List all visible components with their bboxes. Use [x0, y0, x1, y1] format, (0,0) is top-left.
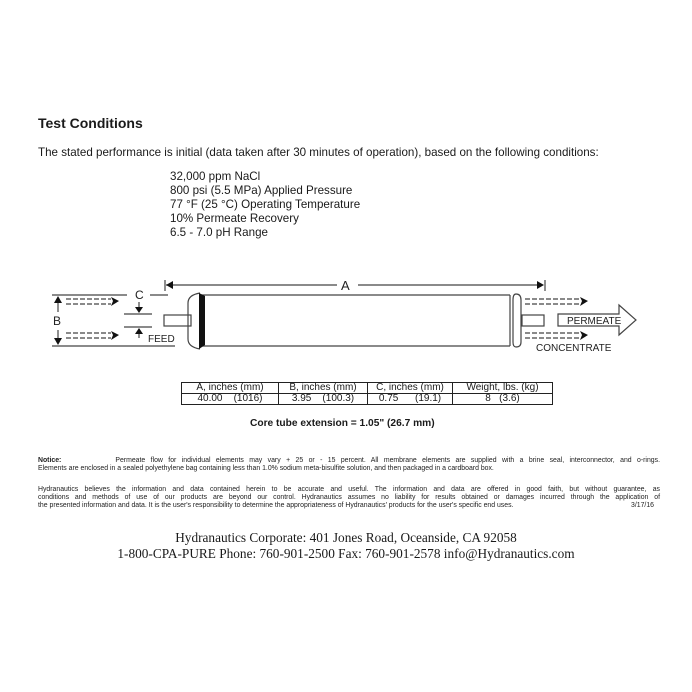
disclaimer-line-3-wrap	[38, 502, 660, 510]
condition-ph: 6.5 - 7.0 pH Range	[170, 226, 268, 239]
dimension-c-arrowhead-up-icon	[135, 328, 143, 334]
dimensions-table	[181, 382, 553, 405]
label-b: B	[53, 314, 62, 328]
disclaimer-line-2: conditions and methods of use of our products are beyond our control. Hydranautics assumes no liability for results obtained or damages incurred through the application of	[38, 494, 660, 502]
condition-pressure: 800 psi (5.5 MPa) Applied Pressure	[170, 184, 353, 197]
label-permeate: PERMEATE	[567, 316, 622, 327]
notice-line-1: Permeate flow for individual elements may vary + 25 or - 15 percent. All membrane elements are supplied with a brine seal, interconnector, and o-rings.	[115, 457, 660, 464]
label-concentrate: CONCENTRATE	[536, 343, 612, 354]
table-header-a: A, inches (mm)	[182, 383, 279, 394]
feed-core-tube	[164, 315, 191, 326]
table-cell-c: 0.75 (19.1)	[368, 394, 453, 405]
table-header-b: B, inches (mm)	[279, 383, 368, 394]
table-header-row	[182, 383, 553, 394]
dimension-b-arrowhead-up-icon	[54, 296, 62, 303]
footer-contact: 1-800-CPA-PURE Phone: 760-901-2500 Fax: 760-901-2578 info@Hydranautics.com	[117, 546, 575, 561]
feed-arrowhead-icon	[111, 331, 119, 340]
table-header-weight: Weight, lbs. (kg)	[453, 383, 553, 394]
label-a: A	[341, 278, 350, 293]
core-tube-extension: Core tube extension = 1.05" (26.7 mm)	[250, 418, 435, 429]
disclaimer-line-3: the presented information and data. It is the user's responsibility to determine the appropriateness of Hydranautics' products for the user's specific end uses.	[38, 502, 514, 510]
label-c: C	[135, 288, 144, 302]
label-feed: FEED	[148, 334, 175, 345]
dimension-b-arrowhead-down-icon	[54, 338, 62, 345]
element-right-endcap	[513, 294, 521, 347]
condition-temperature: 77 °F (25 °C) Operating Temperature	[170, 198, 361, 211]
concentrate-arrowhead-icon	[580, 297, 588, 306]
condition-recovery: 10% Permeate Recovery	[170, 212, 299, 225]
concentrate-arrowhead-icon	[580, 331, 588, 340]
element-left-endcap	[188, 293, 200, 349]
dimension-c-arrowhead-down-icon	[135, 307, 143, 313]
section-title: Test Conditions	[38, 115, 143, 131]
document-date: 3/17/16	[631, 502, 654, 510]
table-header-c: C, inches (mm)	[368, 383, 453, 394]
disclaimer-block	[38, 486, 660, 511]
table-cell-b: 3.95 (100.3)	[279, 394, 368, 405]
footer-address: Hydranautics Corporate: 401 Jones Road, Oceanside, CA 92058	[175, 530, 517, 545]
dimension-a-arrow-left-icon	[166, 281, 173, 289]
intro-text: The stated performance is initial (data taken after 30 minutes of operation), based on the following conditions:	[38, 146, 599, 159]
table-row	[182, 394, 553, 405]
brine-seal	[199, 293, 205, 349]
notice-line-2: Elements are enclosed in a sealed polyethylene bag containing less than 1.0% sodium meta-bisulfite solution, and then packaged in a cardboard box.	[38, 465, 494, 473]
feed-arrowhead-icon	[111, 297, 119, 306]
condition-salinity: 32,000 ppm NaCl	[170, 170, 261, 183]
notice-block	[38, 457, 660, 473]
table-cell-a: 40.00 (1016)	[182, 394, 279, 405]
permeate-core-tube	[522, 315, 544, 326]
disclaimer-line-1: Hydranautics believes the information and data contained herein to be accurate and useful. The information and data are offered in good faith, but without guarantee, as	[38, 486, 660, 493]
table-cell-weight: 8 (3.6)	[453, 394, 553, 405]
notice-label: Notice:	[38, 457, 62, 464]
dimension-a-arrow-right-icon	[537, 281, 544, 289]
